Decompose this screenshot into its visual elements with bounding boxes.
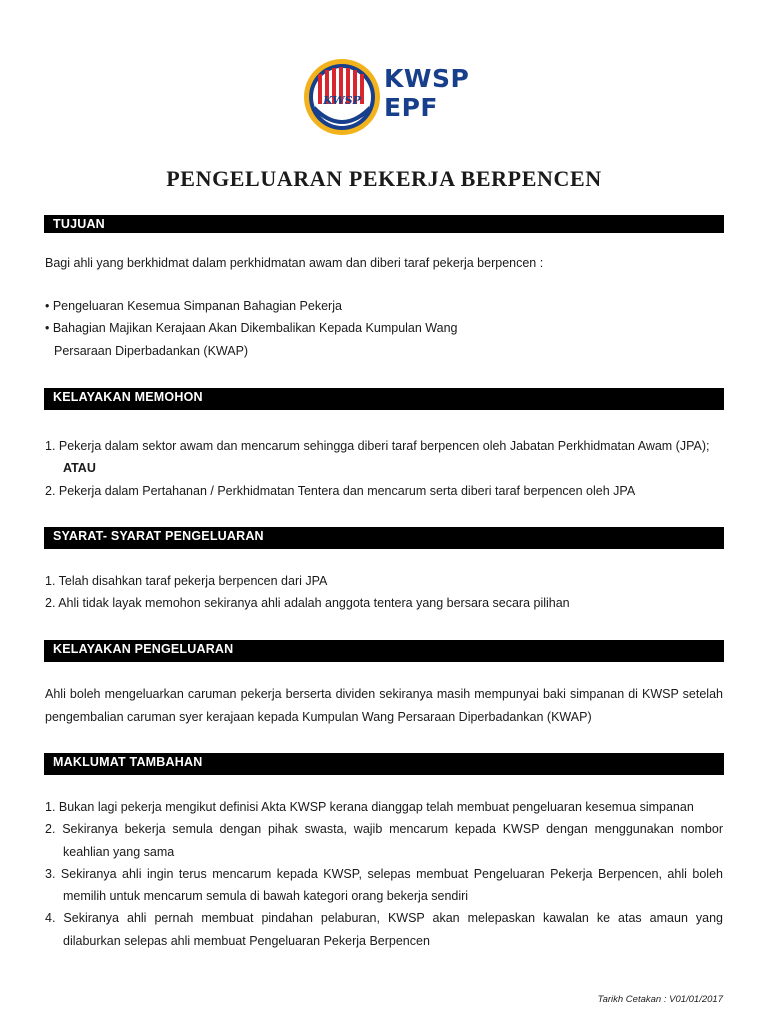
seal-text: KWSP: [323, 94, 361, 107]
section-header-tujuan: [44, 215, 724, 233]
kelayakan-memohon-item-2: 2. Pekerja dalam Pertahanan / Perkhidmatan Tentera dan mencarum serta diberi taraf berpencen oleh JPA: [45, 484, 636, 498]
tujuan-bullet-2-cont: Persaraan Diperbadankan (KWAP): [54, 344, 249, 358]
tujuan-bullet-2: • Bahagian Majikan Kerajaan Akan Dikembalikan Kepada Kumpulan Wang: [45, 321, 458, 335]
print-date: [598, 994, 723, 1005]
maklumat-item-2: 2. Sekiranya bekerja semula dengan pihak swasta, wajib mencarum kepada KWSP dengan menggunakan nombor: [45, 822, 723, 836]
kelayakan-memohon-item-1: 1. Pekerja dalam sektor awam dan mencarum sehingga diberi taraf berpencen oleh Jabatan Perkhidmatan Awam (JPA);: [45, 439, 710, 453]
maklumat-item-4-cont: dilaburkan selepas ahli membuat Pengeluaran Pekerja Berpencen: [63, 934, 430, 948]
tujuan-intro: Bagi ahli yang berkhidmat dalam perkhidmatan awam dan diberi taraf pekerja berpencen :: [45, 256, 544, 270]
kwsp-epf-logo: [303, 56, 470, 138]
section-heading: SYARAT- SYARAT PENGELUARAN: [53, 529, 264, 543]
kelayakan-pengeluaran-line-2: pengembalian caruman syer kerajaan kepada Kumpulan Wang Persaraan Diperbadankan (KWAP): [45, 710, 592, 724]
logo-kwsp: KWSP: [384, 64, 470, 93]
section-heading: KELAYAKAN PENGELUARAN: [53, 642, 234, 656]
section-heading: TUJUAN: [53, 217, 105, 231]
maklumat-item-3-cont: memilih untuk mencarum semula di bawah kategori orang bekerja sendiri: [63, 889, 469, 903]
section-header-kelayakan-pengeluaran: [44, 640, 724, 662]
maklumat-item-2-cont: keahlian yang sama: [63, 845, 175, 859]
maklumat-item-1: 1. Bukan lagi pekerja mengikut definisi Akta KWSP kerana dianggap telah membuat pengeluaran kesemua simpanan: [45, 800, 694, 814]
logo-wordmark: [384, 64, 469, 122]
section-heading: MAKLUMAT TAMBAHAN: [53, 755, 203, 769]
syarat-item-2: 2. Ahli tidak layak memohon sekiranya ahli adalah anggota tentera yang bersara secara pilihan: [45, 596, 570, 610]
section-header-kelayakan-memohon: [44, 388, 724, 410]
print-date-value: V01/01/2017: [669, 994, 723, 1005]
kwsp-seal-icon: [303, 56, 381, 138]
kelayakan-memohon-atau: ATAU: [63, 461, 96, 475]
maklumat-item-4: 4. Sekiranya ahli pernah membuat pindahan pelaburan, KWSP akan melepaskan kawalan ke atas amaun yang: [45, 911, 723, 925]
document-title: PENGELUARAN PEKERJA BERPENCEN: [166, 166, 602, 191]
kelayakan-pengeluaran-line-1: Ahli boleh mengeluarkan caruman pekerja berserta dividen sekiranya masih mempunyai baki simpanan di KWSP setelah: [45, 687, 723, 701]
section-header-syarat: [44, 527, 724, 549]
section-header-maklumat-tambahan: [44, 753, 724, 775]
section-heading: KELAYAKAN MEMOHON: [53, 390, 203, 404]
syarat-item-1: 1. Telah disahkan taraf pekerja berpencen dari JPA: [45, 574, 328, 588]
logo-epf: EPF: [384, 93, 438, 122]
print-date-label: Tarikh Cetakan :: [597, 994, 667, 1005]
tujuan-bullet-1: • Pengeluaran Kesemua Simpanan Bahagian Pekerja: [45, 299, 342, 313]
maklumat-item-3: 3. Sekiranya ahli ingin terus mencarum kepada KWSP, selepas membuat Pengeluaran Pekerja Berpencen, ahli boleh: [45, 867, 723, 881]
